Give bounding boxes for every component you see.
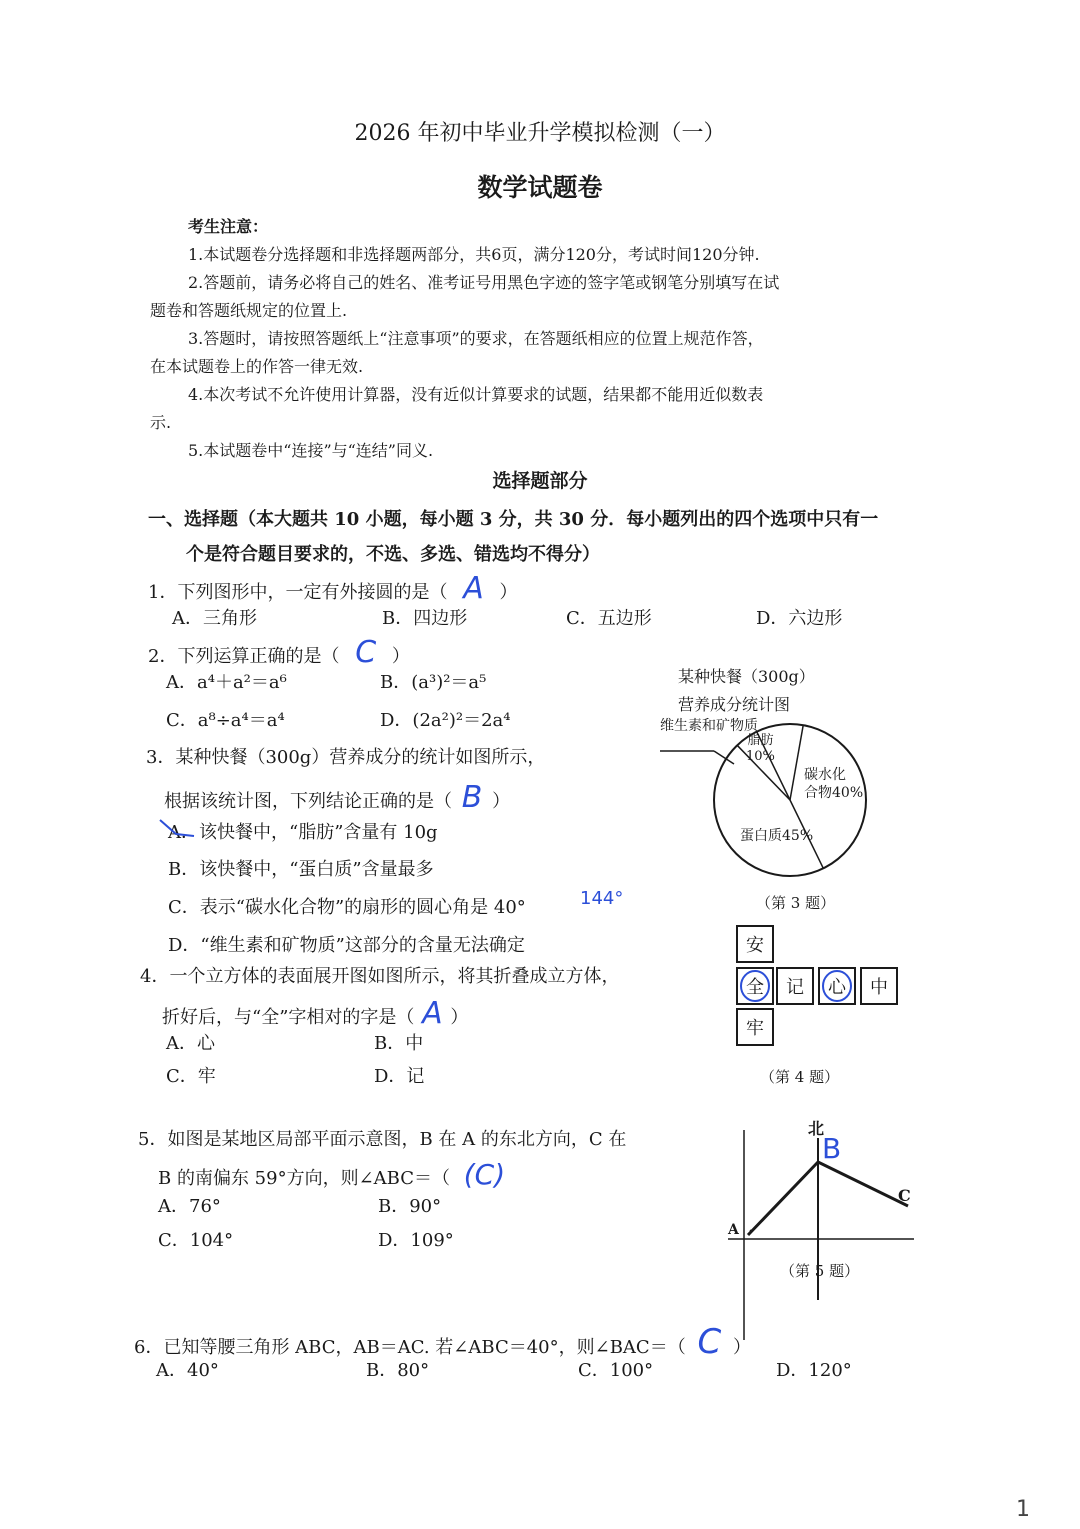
option-c: C．表示“碳水化合物”的扇形的圆心角是 40° — [168, 897, 526, 918]
option-c: C．牢 — [166, 1066, 216, 1087]
handwritten-answer: C — [355, 635, 377, 670]
net-cell: 记 — [776, 967, 814, 1005]
option-a: A．心 — [166, 1033, 215, 1054]
net-cell: 心 — [818, 967, 856, 1005]
question-6-stem: 6．已知等腰三角形 ABC，AB＝AC. 若∠ABC＝40°，则∠BAC＝（ C ） — [134, 1322, 751, 1362]
notice-line: 4.本次考试不允许使用计算器，没有近似计算要求的试题，结果都不能用近似数表 — [188, 385, 764, 404]
handwritten-answer: A — [463, 571, 484, 606]
handwritten-answer: C — [697, 1322, 722, 1362]
option-c: C．100° — [578, 1360, 654, 1381]
question-4-stem: 折好后，与“全”字相对的字是（ A ） — [162, 996, 469, 1031]
net-cell: 中 — [860, 967, 898, 1005]
question-3-stem: 根据该统计图，下列结论正确的是（ B ） — [164, 780, 511, 815]
figure-caption: （第 3 题） — [756, 894, 836, 912]
option-b: B．(a³)²＝a⁵ — [380, 672, 487, 693]
option-b: B．90° — [378, 1196, 442, 1217]
strike-mark — [158, 816, 198, 840]
notice-line: 5.本试题卷中“连接”与“连结”同义. — [188, 441, 434, 460]
option-b: B．四边形 — [382, 608, 468, 629]
point-a-label: A — [728, 1222, 739, 1238]
point-c-label: C — [898, 1186, 911, 1205]
option-c: C．104° — [158, 1230, 234, 1251]
net-cell: 牢 — [736, 1008, 774, 1046]
handwritten-answer: (C) — [463, 1158, 506, 1191]
net-cell: 全 — [736, 967, 774, 1005]
option-a: A．该快餐中，“脂肪”含量有 10g — [168, 822, 438, 843]
option-b: B．中 — [374, 1033, 424, 1054]
option-c: C．五边形 — [566, 608, 652, 629]
notice-line: 示. — [150, 413, 172, 432]
option-d: D．(2a²)²＝2a⁴ — [380, 710, 511, 731]
slice-label-protein: 蛋白质45% — [740, 828, 814, 844]
option-a: A．a⁴＋a²＝a⁶ — [166, 672, 287, 693]
section-title: 选择题部分 — [492, 470, 588, 492]
option-b: B．80° — [366, 1360, 430, 1381]
option-a: A．76° — [158, 1196, 221, 1217]
part-instruction: 一、选择题（本大题共 10 小题，每小题 3 分，共 30 分．每小题列出的四个选项中只有一 — [148, 509, 879, 530]
notice-line: 在本试题卷上的作答一律无效. — [150, 357, 364, 376]
slice-label-fat: 脂肪 10% — [746, 733, 775, 764]
option-b: B．该快餐中，“蛋白质”含量最多 — [168, 859, 434, 880]
notice-line: 1.本试题卷分选择题和非选择题两部分，共6页，满分120分，考试时间120分钟. — [188, 245, 760, 264]
page-number: 1 — [1016, 1497, 1030, 1522]
slice-label-carbs: 碳水化 合物40% — [804, 767, 864, 801]
chart-subtitle: 营养成分统计图 — [678, 695, 791, 714]
option-d: D．记 — [374, 1066, 425, 1087]
handwritten-answer: B — [461, 780, 483, 815]
exam-subtitle: 数学试题卷 — [477, 173, 603, 202]
option-d: D．109° — [378, 1230, 454, 1251]
chart-title: 某种快餐（300g） — [678, 667, 815, 686]
slice-label-vitamins: 维生素和矿物质 — [660, 718, 758, 734]
handwritten-correction: 144° — [580, 888, 624, 909]
handwritten-b-label: B — [822, 1132, 842, 1165]
question-3-stem: 3．某种快餐（300g）营养成分的统计如图所示， — [146, 747, 546, 768]
option-d: D．120° — [776, 1360, 852, 1381]
option-a: A．三角形 — [172, 608, 257, 629]
part-instruction: 个是符合题目要求的，不选、多选、错选均不得分） — [186, 544, 600, 565]
notice-line: 题卷和答题纸规定的位置上. — [150, 301, 348, 320]
segment-ab — [748, 1162, 818, 1235]
handwritten-circles — [736, 967, 898, 1007]
pie-slice-boundary — [790, 725, 803, 800]
figure-caption: （第 5 题） — [780, 1262, 860, 1280]
question-5-stem: 5．如图是某地区局部平面示意图，B 在 A 的东北方向，C 在 — [138, 1129, 627, 1150]
question-4-stem: 4．一个立方体的表面展开图如图所示，将其折叠成立方体， — [140, 966, 620, 987]
question-1-stem: 1．下列图形中，一定有外接圆的是（ A ） — [148, 571, 518, 606]
segment-bc — [818, 1162, 908, 1206]
notice-line: 3.答题时，请按照答题纸上“注意事项”的要求，在答题纸相应的位置上规范作答， — [188, 329, 764, 348]
notice-line: 2.答题前，请务必将自己的姓名、准考证号用黑色字迹的签字笔或钢笔分别填写在试 — [188, 273, 780, 292]
handwritten-answer: A — [422, 996, 443, 1031]
question-5-stem: B 的南偏东 59°方向，则∠ABC＝（ (C) — [158, 1158, 506, 1191]
figure-caption: （第 4 题） — [760, 1068, 840, 1086]
net-cell: 安 — [736, 925, 774, 963]
exam-title: 2026 年初中毕业升学模拟检测（一） — [354, 121, 726, 146]
option-a: A．40° — [156, 1360, 219, 1381]
north-label: 北 — [808, 1119, 825, 1138]
option-c: C．a⁸÷a⁴＝a⁴ — [166, 710, 285, 731]
option-d: D．“维生素和矿物质”这部分的含量无法确定 — [168, 935, 525, 956]
option-d: D．六边形 — [756, 608, 843, 629]
question-2-stem: 2．下列运算正确的是（ C ） — [148, 635, 410, 670]
notice-heading: 考生注意： — [188, 217, 269, 236]
